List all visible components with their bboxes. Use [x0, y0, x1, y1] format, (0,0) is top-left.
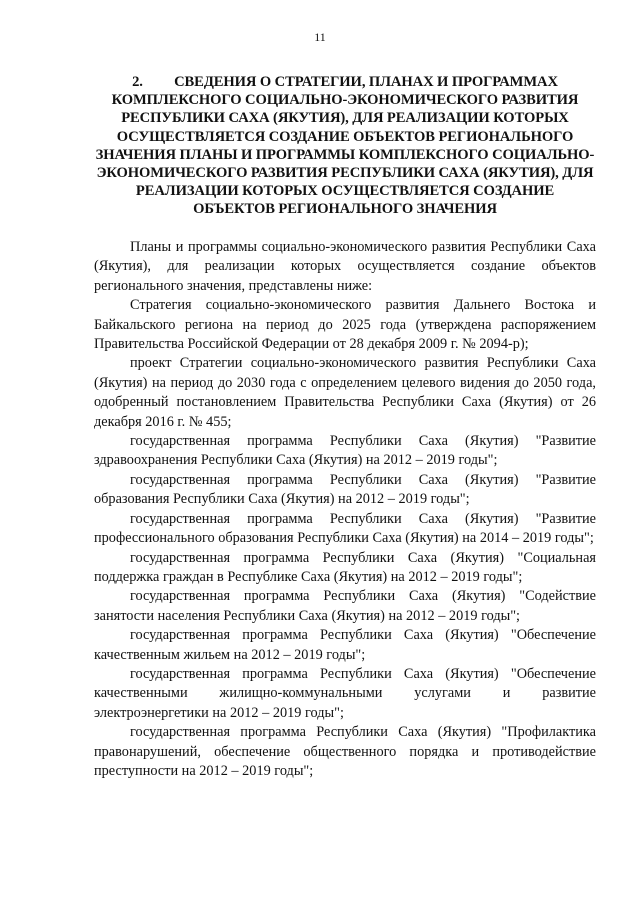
- list-item-program-utilities-energy: государственная программа Республики Саха (Якутия) "Обеспечение качественными жилищно-коммунальными услугами и развитие электроэнергетики на 2012 – 2019 годы";: [94, 665, 596, 721]
- body-text: [94, 238, 596, 781]
- section-number: 2.: [132, 74, 143, 90]
- list-item-program-professional-education: государственная программа Республики Саха (Якутия) "Развитие профессионального образования Республики Саха (Якутия) на 2014 – 2019 годы";: [94, 510, 596, 547]
- list-item-program-crime-prevention: государственная программа Республики Саха (Якутия) "Профилактика правонарушений, обеспечение общественного порядка и противодействие преступности на 2012 – 2019 годы";: [94, 724, 596, 779]
- list-item-program-housing: государственная программа Республики Саха (Якутия) "Обеспечение качественным жильем на 2012 – 2019 годы";: [94, 627, 596, 663]
- list-item-strategy-yakutia-2030: проект Стратегии социально-экономического развития Республики Саха (Якутия) на период до 2030 года с определением целевого видения до 2050 года, одобренный постановлением Правительства Республики Саха (Якутия) от 26 декабря 2016 г. № 455;: [94, 355, 596, 430]
- list-item-strategy-far-east: Стратегия социально-экономического развития Дальнего Востока и Байкальского региона на период до 2025 года (утверждена распоряжением Правительства Российской Федерации от 28 декабря 2009 г. № 2094-р);: [94, 297, 596, 353]
- page-number: 11: [314, 30, 326, 44]
- intro-paragraph: Планы и программы социально-экономического развития Республики Саха (Якутия), для реализации которых осуществляется создание объектов регионального значения, представлены ниже:: [94, 239, 596, 294]
- section-heading: [94, 73, 596, 219]
- list-item-program-healthcare: государственная программа Республики Саха (Якутия) "Развитие здравоохранения Республики Саха (Якутия) на 2012 – 2019 годы";: [94, 433, 596, 469]
- list-item-program-social-support: государственная программа Республики Саха (Якутия) "Социальная поддержка граждан в Республике Саха (Якутия) на 2012 – 2019 годы";: [94, 549, 596, 585]
- list-item-program-employment: государственная программа Республики Саха (Якутия) "Содействие занятости населения Республики Саха (Якутия) на 2012 – 2019 годы";: [94, 588, 596, 624]
- list-item-program-education: государственная программа Республики Саха (Якутия) "Развитие образования Республики Саха (Якутия) на 2012 – 2019 годы";: [94, 471, 596, 508]
- section-title: СВЕДЕНИЯ О СТРАТЕГИИ, ПЛАНАХ И ПРОГРАММАХ КОМПЛЕКСНОГО СОЦИАЛЬНО-ЭКОНОМИЧЕСКОГО РАЗВИТИЯ РЕСПУБЛИКИ САХА (ЯКУТИЯ), ДЛЯ РЕАЛИЗАЦИИ КОТОРЫХ ОСУЩЕСТВЛЯЕТСЯ СОЗДАНИЕ ОБЪЕКТОВ РЕГИОНАЛЬНОГО ЗНАЧЕНИЯ ПЛАНЫ И ПРОГРАММЫ КОМПЛЕКСНОГО СОЦИАЛЬНО-ЭКОНОМИЧЕСКОГО РАЗВИТИЯ РЕСПУБЛИКИ САХА (ЯКУТИЯ), ДЛЯ РЕАЛИЗАЦИИ КОТОРЫХ ОСУЩЕСТВЛЯЕТСЯ СОЗДАНИЕ ОБЪЕКТОВ РЕГИОНАЛЬНОГО ЗНАЧЕНИЯ: [95, 74, 595, 218]
